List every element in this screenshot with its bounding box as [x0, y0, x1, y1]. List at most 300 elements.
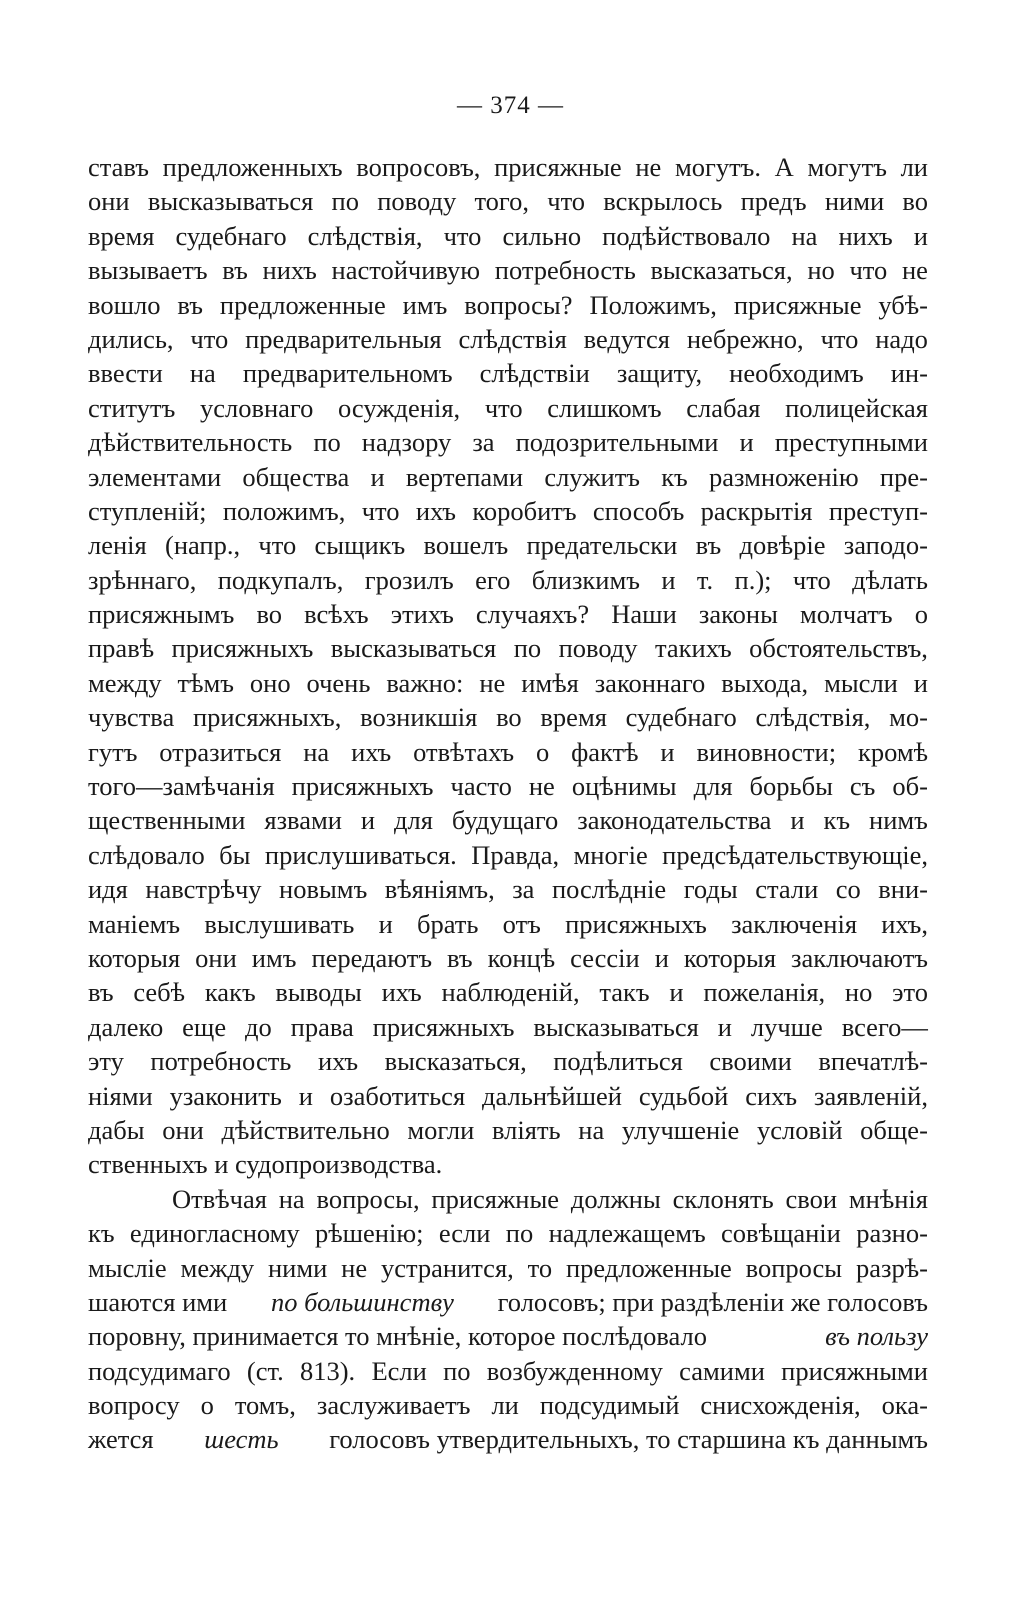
word: всего—	[841, 1011, 928, 1042]
word: надо	[875, 323, 928, 354]
word: они	[88, 186, 130, 217]
word: послѣдніе	[551, 874, 667, 905]
word: могутъ.	[674, 152, 762, 182]
text-line	[88, 803, 928, 837]
word: (напр.,	[165, 530, 241, 561]
emphasis-text: шесть	[204, 1424, 279, 1455]
word: дабы	[88, 1114, 145, 1145]
word: правѣ	[88, 633, 155, 664]
word: надлежащемъ	[548, 1218, 706, 1249]
emphasis-text: по большинству	[270, 1286, 454, 1317]
word: ступленій;	[88, 495, 207, 526]
word: и	[660, 736, 675, 767]
word: передаютъ	[311, 942, 433, 973]
word: на	[578, 1114, 605, 1145]
word: пре-	[879, 461, 928, 492]
word: навстрѣчу	[145, 874, 262, 905]
text-line	[88, 425, 928, 459]
word: о	[535, 736, 550, 767]
word: въ	[88, 977, 114, 1008]
word: въ	[177, 289, 203, 320]
word: совѣщаніи	[721, 1218, 841, 1249]
word: присяжныхъ	[565, 908, 707, 939]
word: какъ	[204, 977, 256, 1008]
word: присяжныхъ	[171, 633, 314, 664]
word: выхода,	[721, 667, 809, 698]
text-line	[88, 322, 928, 356]
word: дѣйствительность	[88, 427, 293, 458]
word: ихъ	[351, 736, 392, 767]
word: къ	[823, 805, 851, 836]
word: обстоятельствъ,	[749, 633, 928, 664]
word: осужденія,	[338, 392, 461, 423]
word: часто	[450, 771, 512, 802]
word: дились,	[88, 323, 174, 354]
text-line	[88, 391, 928, 425]
word: ститутъ	[88, 392, 176, 423]
word: того,	[474, 186, 530, 217]
word: разно-	[856, 1218, 928, 1249]
word: положимъ,	[222, 495, 346, 526]
word: очень	[306, 667, 371, 698]
word: потребность	[494, 255, 636, 286]
word: защиту,	[616, 358, 703, 389]
word: это	[892, 977, 928, 1008]
word: Наши	[611, 599, 677, 630]
text-line	[88, 1388, 928, 1422]
word: подкупалъ,	[217, 564, 344, 595]
word: борьбы	[749, 771, 833, 802]
word: устранится,	[380, 1252, 514, 1283]
word: возбужденному	[486, 1355, 663, 1386]
word: для	[394, 805, 433, 836]
word: до	[245, 1011, 272, 1042]
word: вѣяніямъ,	[384, 874, 495, 905]
word: маніемъ	[88, 908, 181, 939]
word: довѣріе	[739, 530, 826, 561]
word: вни-	[878, 874, 928, 905]
word: способъ	[592, 495, 685, 526]
word: ока-	[881, 1390, 928, 1421]
word: случаяхъ?	[475, 599, 590, 630]
word: себѣ	[133, 977, 186, 1008]
word: язвами	[264, 805, 342, 836]
text-line	[88, 907, 928, 941]
word: нихъ	[262, 255, 317, 286]
text-line	[88, 1216, 928, 1250]
word: и	[790, 805, 805, 836]
word: съ	[849, 771, 876, 802]
text-line	[88, 1079, 928, 1113]
word: небрежно,	[686, 323, 804, 354]
word: и	[913, 667, 928, 698]
word: время	[540, 702, 607, 733]
word: по	[331, 186, 359, 217]
word: слѣдствія,	[307, 220, 423, 251]
word: по	[513, 633, 542, 664]
word: законы	[698, 599, 778, 630]
word: судьбой	[638, 1080, 729, 1111]
word: заключенія	[731, 908, 858, 939]
word: высказываться	[533, 1011, 699, 1042]
word: подѣйствовало	[602, 220, 771, 251]
word: вскрылось	[603, 186, 723, 217]
text-line	[88, 1010, 928, 1044]
word: къ	[661, 461, 688, 492]
word: эту	[88, 1046, 124, 1077]
word: имѣя	[521, 667, 579, 698]
word: возникшія	[360, 702, 478, 733]
word: впечатлѣ-	[818, 1046, 928, 1077]
word: что	[820, 323, 859, 354]
word: пожеланія,	[703, 977, 826, 1008]
word: его	[475, 564, 511, 595]
word: мо-	[889, 702, 928, 733]
word: высказаться,	[650, 255, 793, 286]
word: подсудимый	[539, 1390, 680, 1421]
word: должны	[570, 1183, 661, 1214]
word: оцѣнимы	[571, 771, 677, 802]
word: разрѣ-	[855, 1252, 928, 1283]
word: права	[290, 1011, 354, 1042]
word: присяжные	[733, 289, 862, 320]
word: и	[717, 1011, 732, 1042]
word: гутъ	[88, 736, 138, 767]
word: элементами	[88, 461, 222, 492]
word: бы	[219, 839, 251, 870]
word: грозилъ	[364, 564, 454, 595]
text-line	[88, 941, 928, 975]
word: во	[256, 599, 283, 630]
word: присяжныхъ	[372, 1011, 515, 1042]
word: къ	[88, 1218, 115, 1249]
text-line	[88, 769, 928, 803]
word: брать	[416, 908, 479, 939]
word: Положимъ,	[589, 289, 717, 320]
word: снисхожденія,	[700, 1390, 861, 1421]
word: что	[484, 392, 523, 423]
word: что	[849, 255, 888, 286]
word: того—замѣчанія	[88, 771, 275, 802]
word: не	[901, 255, 928, 286]
word: на	[278, 1183, 305, 1214]
word: этихъ	[390, 599, 454, 630]
word: имъ	[251, 942, 297, 973]
word: подѣлиться	[553, 1046, 683, 1077]
text-line-with-emphasis: шаются ими по большинству голосовъ; при раздѣленіи же голосовъ	[88, 1285, 928, 1319]
word: на	[189, 358, 216, 389]
word: мысли	[824, 667, 898, 698]
emphasis-text: въ пользу	[825, 1321, 928, 1352]
word: дѣлать	[852, 564, 928, 595]
word: сессіи	[570, 942, 640, 973]
word: присяжные	[494, 152, 622, 182]
word: ставъ	[88, 152, 149, 182]
word: концѣ	[487, 942, 556, 973]
text-line	[88, 150, 928, 184]
word: что	[361, 495, 400, 526]
word: ин-	[890, 358, 928, 389]
word: поводу	[377, 186, 457, 217]
word: присяжные	[431, 1183, 560, 1214]
text-line	[88, 356, 928, 390]
word: коробитъ	[472, 495, 577, 526]
text-line-with-emphasis: жется шесть голосовъ утвердительныхъ, то старшина къ даннымъ	[88, 1422, 928, 1456]
text-line-paragraph-end: ственныхъ и судопроизводства.	[88, 1149, 443, 1180]
word: что	[258, 530, 297, 561]
word: и	[370, 461, 385, 492]
word: важно:	[386, 667, 464, 698]
word: для	[693, 771, 733, 802]
word: о	[914, 599, 928, 630]
word: такихъ	[654, 633, 732, 664]
word: вызываетъ	[88, 255, 208, 286]
word: предварительномъ	[242, 358, 453, 389]
word: но	[844, 977, 873, 1008]
text-line	[88, 288, 928, 322]
word: самими	[679, 1355, 765, 1386]
word: присяжныхъ	[291, 771, 434, 802]
word: узаконить	[169, 1080, 282, 1111]
word: условнаго	[199, 392, 314, 423]
word: мнѣнія	[848, 1183, 928, 1214]
word: не	[635, 152, 662, 182]
page-number: — 374 —	[457, 92, 564, 119]
text-line	[88, 666, 928, 700]
word: и	[661, 564, 676, 595]
text-line	[88, 253, 928, 287]
word: не	[479, 667, 506, 698]
word: предательски	[526, 530, 678, 561]
word: заявленій,	[814, 1080, 928, 1111]
word: потребность	[150, 1046, 292, 1077]
word: что	[792, 564, 831, 595]
word: далеко	[88, 1011, 164, 1042]
word: по	[313, 427, 341, 458]
word: которыя	[683, 942, 777, 973]
word: кромѣ	[857, 736, 928, 767]
word: дальнѣйшей	[482, 1080, 622, 1111]
word: мысліе	[88, 1252, 167, 1283]
word: могли	[407, 1114, 475, 1145]
text-line	[88, 597, 928, 631]
text-line	[88, 872, 928, 906]
word: сильно	[502, 220, 582, 251]
word: присяжнымъ	[88, 599, 235, 630]
word: новымъ	[279, 874, 368, 905]
word: слѣдствія	[458, 323, 567, 354]
word: тѣмъ	[177, 667, 234, 698]
word: могутъ	[807, 152, 887, 182]
word: во	[496, 702, 522, 733]
word: отъ	[502, 908, 541, 939]
word: вопросу	[88, 1390, 180, 1421]
word: рѣшенію;	[315, 1218, 424, 1249]
text-line-with-emphasis: поровну, принимается то мнѣніе, которое послѣдовало въ пользу	[88, 1319, 928, 1353]
word: судебнаго	[175, 220, 287, 251]
word: нихъ	[838, 220, 893, 251]
word: по	[443, 1355, 471, 1386]
word: они	[195, 942, 237, 973]
word: вопросовъ,	[356, 152, 481, 182]
word: вопросы,	[316, 1183, 420, 1214]
word: Если	[371, 1355, 427, 1386]
word: ли	[900, 152, 928, 182]
word: въ	[695, 530, 722, 561]
word: высказываться	[147, 186, 314, 217]
text-line	[88, 735, 928, 769]
text-line	[88, 460, 928, 494]
word: между	[88, 667, 162, 698]
word: но	[807, 255, 835, 286]
word: т.	[696, 564, 714, 595]
word: преступ-	[828, 495, 928, 526]
word: еще	[182, 1011, 227, 1042]
word: отразиться	[159, 736, 282, 767]
word: склонять	[672, 1183, 774, 1214]
word: ведутся	[583, 323, 670, 354]
word: вошелъ	[423, 530, 509, 561]
word: размноженію	[708, 461, 859, 492]
word: и	[378, 908, 393, 939]
word: высказываться	[330, 633, 497, 664]
word: томъ,	[234, 1390, 296, 1421]
word: предложенныхъ	[162, 152, 343, 182]
word: условій	[756, 1114, 843, 1145]
word: присяжныхъ,	[192, 702, 342, 733]
word: слѣдствіи	[479, 358, 590, 389]
word: предложенные	[219, 289, 386, 320]
word: многіе	[573, 839, 648, 870]
word: надзору	[361, 427, 452, 458]
word: подозрительными	[515, 427, 719, 458]
word: близкимъ	[531, 564, 640, 595]
word: по	[505, 1218, 534, 1249]
word: и	[360, 805, 376, 836]
word: служитъ	[544, 461, 640, 492]
word: на	[303, 736, 330, 767]
word: законнаго	[594, 667, 706, 698]
word: высказаться,	[384, 1046, 527, 1077]
word: со	[835, 874, 861, 905]
word: которыя	[88, 942, 181, 973]
word: слабая	[686, 392, 761, 423]
word: зрѣннаго,	[88, 564, 197, 595]
word: что	[443, 220, 482, 251]
word: законодательства	[577, 805, 772, 836]
word: обще-	[860, 1114, 928, 1145]
word: въ	[447, 942, 473, 973]
text-line	[88, 494, 928, 528]
word: стали	[755, 874, 819, 905]
word: во	[902, 186, 928, 217]
text-line	[88, 1044, 928, 1078]
text-line-paragraph-start	[88, 1182, 928, 1216]
word: за	[512, 874, 535, 905]
word: фактѣ	[571, 736, 639, 767]
word: на	[791, 220, 818, 251]
word: что	[190, 323, 229, 354]
word: за	[472, 427, 495, 458]
text-line	[88, 528, 928, 562]
word: сыщикъ	[314, 530, 406, 561]
word: наблюденій,	[441, 977, 580, 1008]
word: предварительныя	[245, 323, 442, 354]
word: необходимъ	[729, 358, 864, 389]
word: ихъ	[415, 495, 456, 526]
word: общества	[242, 461, 350, 492]
word: имъ	[402, 289, 448, 320]
word: судебнаго	[625, 702, 737, 733]
word: идя	[88, 874, 128, 905]
word: убѣ-	[878, 289, 928, 320]
word: Отвѣчая	[172, 1183, 267, 1214]
word: нимъ	[869, 805, 928, 836]
word: поводу	[558, 633, 638, 664]
word: присяжными	[781, 1355, 928, 1386]
word: подсудимаго	[88, 1355, 231, 1386]
word: вопросы?	[464, 289, 573, 320]
word: такъ	[599, 977, 650, 1008]
word: ніями	[88, 1080, 153, 1111]
word: ли	[491, 1390, 519, 1421]
word: 813).	[299, 1355, 356, 1386]
word: раскрытія	[700, 495, 813, 526]
word: и	[913, 220, 928, 251]
word: они	[162, 1114, 204, 1145]
word: слѣдствія,	[755, 702, 871, 733]
word: вошло	[88, 289, 161, 320]
word: (ст.	[246, 1355, 284, 1386]
text-line	[88, 1251, 928, 1285]
word: и	[739, 427, 754, 458]
word: вертепами	[405, 461, 524, 492]
word: прислушиваться.	[264, 839, 457, 870]
word: между	[180, 1252, 255, 1283]
word: озаботиться	[329, 1080, 466, 1111]
text-line	[88, 563, 928, 597]
word: щественными	[88, 805, 246, 836]
word: сихъ	[745, 1080, 798, 1111]
word: въ	[222, 255, 248, 286]
word: единогласному	[129, 1218, 300, 1249]
word: настойчивую	[331, 255, 481, 286]
text-line	[88, 700, 928, 734]
word: Правда,	[471, 839, 560, 870]
word: предложенные	[565, 1252, 732, 1283]
word: своими	[709, 1046, 792, 1077]
word: заключаютъ	[791, 942, 928, 973]
word: п.);	[734, 564, 772, 595]
word: оно	[249, 667, 291, 698]
word: если	[438, 1218, 491, 1249]
word: вліять	[492, 1114, 561, 1145]
word: всѣхъ	[304, 599, 369, 630]
text-line	[88, 631, 928, 665]
word: что	[547, 186, 586, 217]
word: чувства	[88, 702, 175, 733]
word: слѣдовало	[88, 839, 205, 870]
word: преступными	[774, 427, 928, 458]
text-line	[88, 184, 928, 218]
word: свои	[785, 1183, 838, 1214]
word: А	[774, 152, 794, 182]
word: годы	[683, 874, 738, 905]
word: ихъ,	[881, 908, 928, 939]
text-line	[88, 838, 928, 872]
word: заподо-	[843, 530, 928, 561]
word: ними	[267, 1252, 328, 1283]
